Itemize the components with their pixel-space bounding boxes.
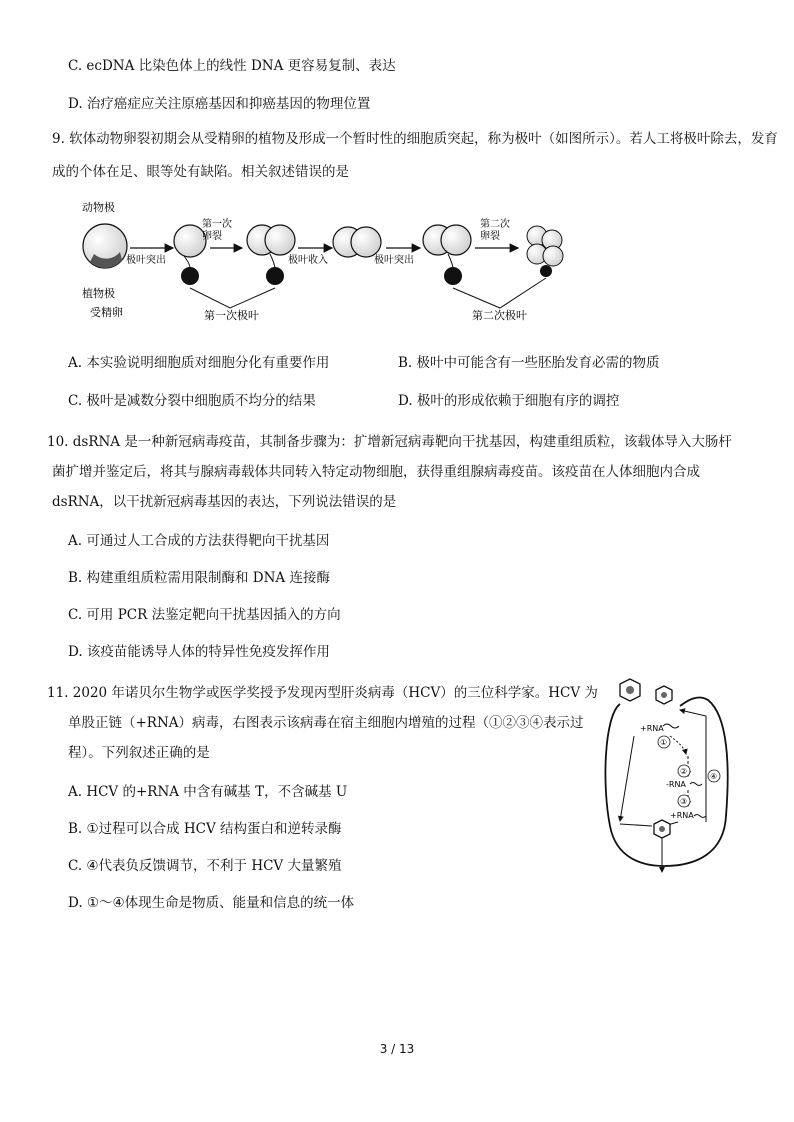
label-lobe-out-2: 极叶突出 xyxy=(374,255,414,266)
label-second-polar-lobe: 第二次极叶 xyxy=(472,309,527,322)
label-first-cleavage-1: 第一次卵裂 xyxy=(202,219,232,242)
label-second-cleavage: 第二次卵裂 xyxy=(480,219,510,242)
option-d: D. 治疗癌症应关注原癌基因和抑癌基因的物理位置 xyxy=(68,96,371,112)
q10-option-b: B. 构建重组质粒需用限制酶和 DNA 连接酶 xyxy=(68,570,330,586)
question-9-stem: 9. 软体动物卵裂初期会从受精卵的植物及形成一个暂时性的细胞质突起，称为极叶（如图所示）。若人工将极叶除去，发育成的个体在足、眼等处有缺陷。相关叙述错误的是 xyxy=(52,131,778,180)
polar-lobe-diagram xyxy=(70,196,570,326)
q10-option-c: C. 可用 PCR 法鉴定靶向干扰基因插入的方向 xyxy=(68,607,341,623)
polar-lobe-icon xyxy=(181,267,199,285)
option-c: C. ecDNA 比染色体上的线性 DNA 更容易复制、表达 xyxy=(68,58,396,74)
svg-text:+RNA: +RNA xyxy=(670,811,694,820)
svg-text:④: ④ xyxy=(710,772,718,781)
svg-text:②: ② xyxy=(680,767,688,776)
question-11-line-3: 程）。下列叙述正确的是 xyxy=(68,745,210,761)
svg-text:③: ③ xyxy=(680,797,688,806)
question-11-line-2: 单股正链（+RNA）病毒，右图表示该病毒在宿主细胞内增殖的过程（①②③④表示过 xyxy=(68,715,584,731)
q11-option-c: C. ④代表负反馈调节，不利于 HCV 大量繁殖 xyxy=(68,858,342,874)
label-lobe-out-1: 极叶突出 xyxy=(126,255,166,266)
svg-text:+RNA: +RNA xyxy=(640,724,664,733)
q9-option-c: C. 极叶是减数分裂中细胞质不均分的结果 xyxy=(68,393,316,409)
q10-option-d: D. 该疫苗能诱导人体的特异性免疫发挥作用 xyxy=(68,644,330,660)
label-animal-pole: 动物极 xyxy=(82,201,115,214)
hcv-replication-diagram xyxy=(598,676,733,876)
q9-option-d: D. 极叶的形成依赖于细胞有序的调控 xyxy=(398,393,620,409)
q10-option-a: A. 可通过人工合成的方法获得靶向干扰基因 xyxy=(68,533,330,549)
label-fertilized-egg: 受精卵 xyxy=(90,306,123,319)
label-lobe-retract: 极叶收入 xyxy=(288,255,328,266)
q9-option-a: A. 本实验说明细胞质对细胞分化有重要作用 xyxy=(68,355,330,371)
page-number: 3 / 13 xyxy=(379,1042,415,1056)
label-first-polar-lobe: 第一次极叶 xyxy=(204,309,259,322)
question-10-line-1: 10. dsRNA 是一种新冠病毒疫苗，其制备步骤为：扩增新冠病毒靶向干扰基因，构建重组质粒，该载体导入大肠杆 xyxy=(47,434,732,450)
label-vegetal-pole: 植物极 xyxy=(82,287,115,300)
q11-option-d: D. ①～④体现生命是物质、能量和信息的统一体 xyxy=(68,895,355,911)
question-10-line-2: 菌扩增并鉴定后，将其与腺病毒载体共同转入特定动物细胞，获得重组腺病毒疫苗。该疫苗在人体细胞内合成 xyxy=(52,464,700,480)
q9-option-b: B. 极叶中可能含有一些胚胎发育必需的物质 xyxy=(398,355,660,371)
question-10-line-3: dsRNA，以干扰新冠病毒基因的表达，下列说法错误的是 xyxy=(52,494,397,510)
q11-option-a: A. HCV 的+RNA 中含有碱基 T，不含碱基 U xyxy=(68,784,348,800)
svg-text:-RNA: -RNA xyxy=(666,780,686,789)
q11-option-b: B. ①过程可以合成 HCV 结构蛋白和逆转录酶 xyxy=(68,821,342,837)
svg-text:①: ① xyxy=(660,738,668,747)
question-11-line-1: 11. 2020 年诺贝尔生物学或医学奖授予发现丙型肝炎病毒（HCV）的三位科学家。HCV 为 xyxy=(47,685,598,701)
